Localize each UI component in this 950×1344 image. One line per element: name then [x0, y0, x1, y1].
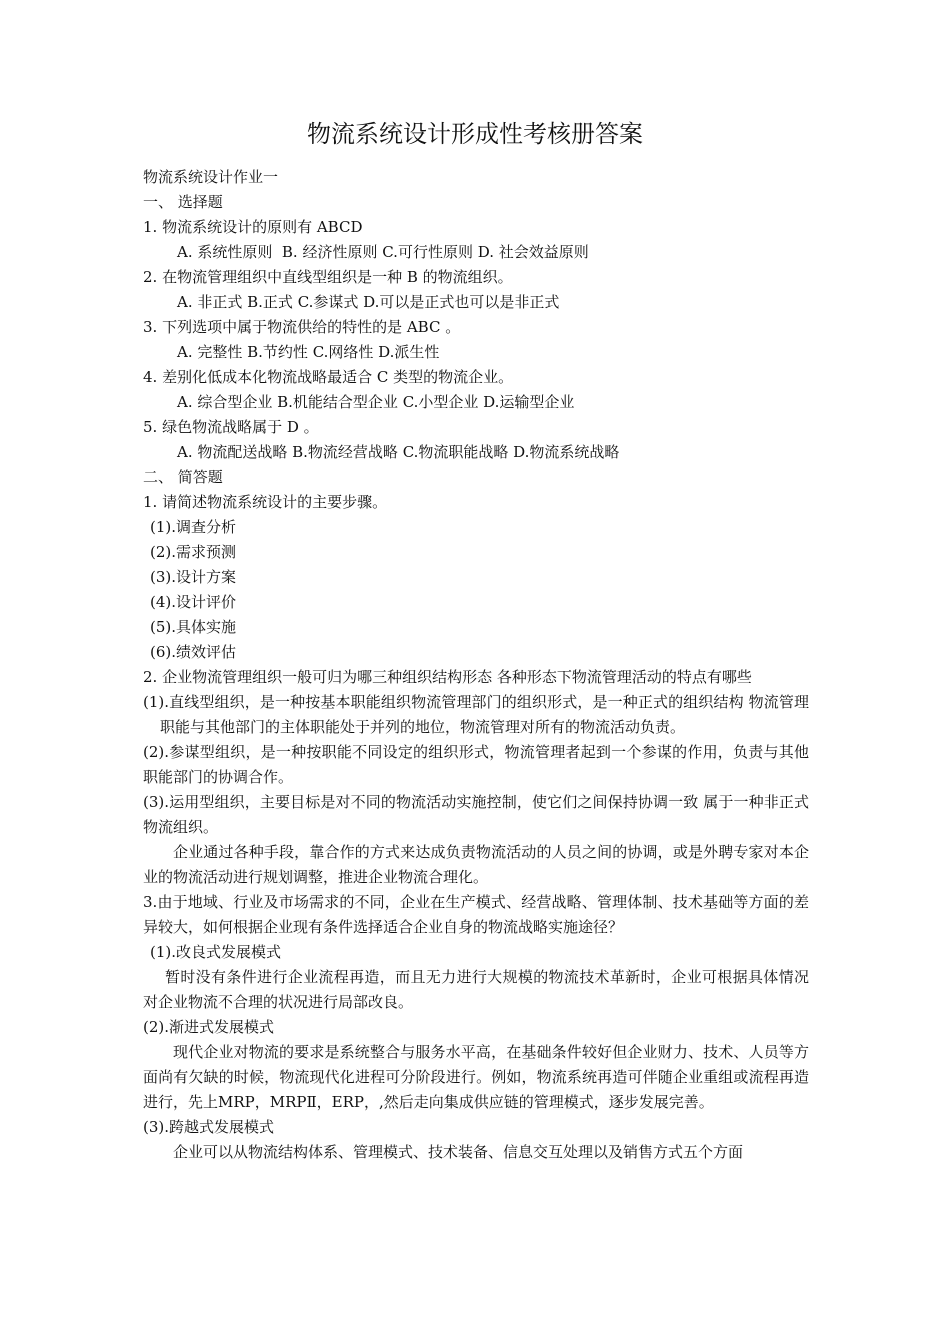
list-item: (3).设计方案: [150, 568, 237, 586]
answer-paragraph: (3).运用型组织，主要目标是对不同的物流活动实施控制，使它们之间保持协调一致 属于一种非正式物流组织。: [143, 793, 809, 836]
question: 3. 下列选项中属于物流供给的特性的是 ABC 。: [143, 318, 461, 336]
answer-options: A. 物流配送战略 B.物流经营战略 C.物流职能战略 D.物流系统战略: [177, 443, 620, 461]
question: 5. 绿色物流战略属于 D 。: [143, 418, 319, 436]
subheading: (3).跨越式发展模式: [143, 1118, 275, 1136]
answer-options: A. 综合型企业 B.机能结合型企业 C.小型企业 D.运输型企业: [177, 393, 575, 411]
question: 3.由于地域、行业及市场需求的不同，企业在生产模式、经营战略、管理体制、技术基础等方面的差异较大，如何根据企业现有条件选择适合企业自身的物流战略实施途径？: [143, 893, 809, 936]
section-heading: 物流系统设计作业一: [143, 168, 279, 186]
subheading: (1).改良式发展模式: [150, 943, 282, 961]
answer-paragraph: 暂时没有条件进行企业流程再造，而且无力进行大规模的物流技术革新时，企业可根据具体情况对企业物流不合理的状况进行局部改良。: [143, 968, 809, 1011]
document-body: [143, 165, 809, 1165]
answer-paragraph: (2).参谋型组织，是一种按职能不同设定的组织形式，物流管理者起到一个参谋的作用，负责与其他职能部门的协调合作。: [143, 743, 809, 786]
list-item: (4).设计评价: [150, 593, 237, 611]
question: 2. 企业物流管理组织一般可归为哪三种组织结构形态 各种形态下物流管理活动的特点有哪些: [143, 668, 752, 686]
question: 1. 物流系统设计的原则有 ABCD: [143, 218, 363, 236]
answer-paragraph: 企业通过各种手段，靠合作的方式来达成负责物流活动的人员之间的协调，或是外聘专家对本企业的物流活动进行规划调整，推进企业物流合理化。: [143, 843, 809, 886]
part-heading: 二、 简答题: [143, 468, 223, 486]
answer-options: A. 完整性 B.节约性 C.网络性 D.派生性: [177, 343, 440, 361]
question: 2. 在物流管理组织中直线型组织是一种 B 的物流组织。: [143, 268, 513, 286]
question: 1. 请简述物流系统设计的主要步骤。: [143, 493, 388, 511]
list-item: (6).绩效评估: [150, 643, 237, 661]
document-title: 物流系统设计形成性考核册答案: [307, 120, 643, 148]
list-item: (1).调查分析: [150, 518, 237, 536]
answer-paragraph: (1).直线型组织，是一种按基本职能组织物流管理部门的组织形式，是一种正式的组织结构 物流管理职能与其他部门的主体职能处于并列的地位，物流管理对所有的物流活动负责。: [143, 693, 809, 736]
question: 4. 差别化低成本化物流战略最适合 C 类型的物流企业。: [143, 368, 514, 386]
list-item: (2).需求预测: [150, 543, 237, 561]
part-heading: 一、 选择题: [143, 193, 223, 211]
answer-options: A. 系统性原则 B. 经济性原则 C.可行性原则 D. 社会效益原则: [177, 243, 589, 261]
answer-options: A. 非正式 B.正式 C.参谋式 D.可以是正式也可以是非正式: [177, 293, 560, 311]
list-item: (5).具体实施: [150, 618, 237, 636]
answer-paragraph: 现代企业对物流的要求是系统整合与服务水平高，在基础条件较好但企业财力、技术、人员等方面尚有欠缺的时候，物流现代化进程可分阶段进行。例如，物流系统再造可伴随企业重组或流程再造进行，先上MRP，MRPⅡ，ERP，,然后走向集成供应链的管理模式，逐步发展完善。: [143, 1043, 809, 1111]
answer-paragraph: 企业可以从物流结构体系、管理模式、技术装备、信息交互处理以及销售方式五个方面: [173, 1143, 744, 1161]
subheading: (2).渐进式发展模式: [143, 1018, 275, 1036]
